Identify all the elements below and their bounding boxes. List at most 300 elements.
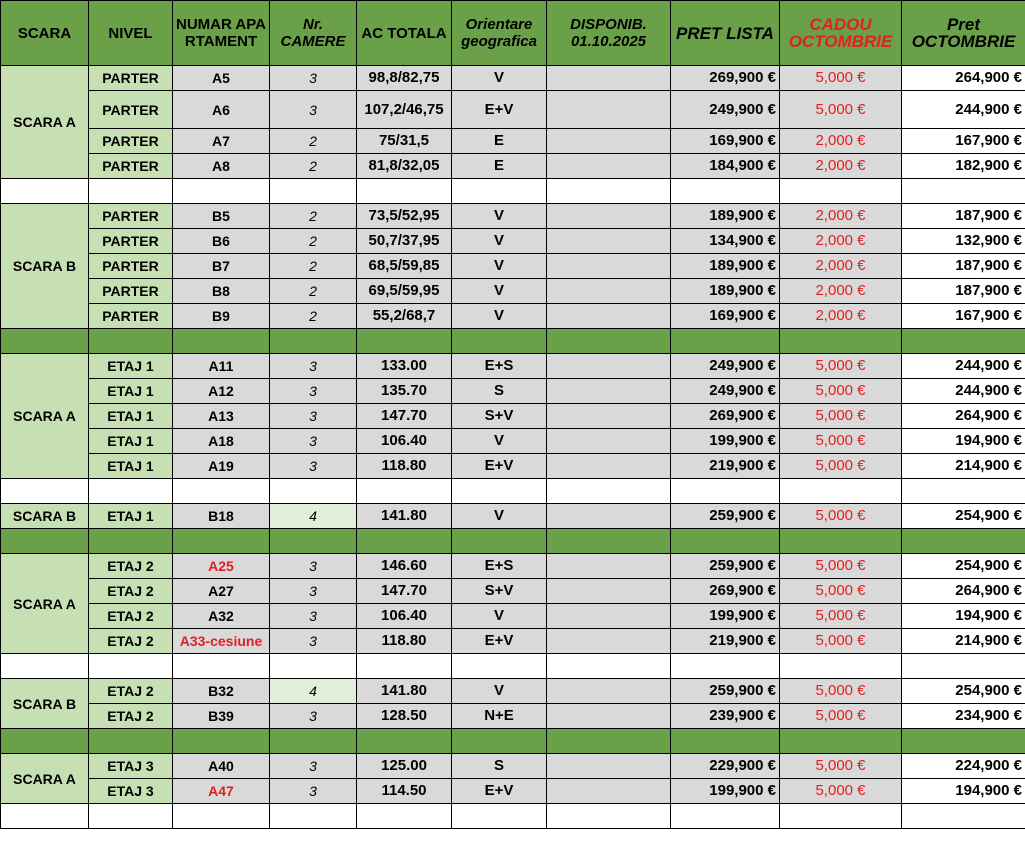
area-cell: 75/31,5 <box>357 129 452 154</box>
october-price-cell: 224,900 € <box>902 754 1025 779</box>
scara-cell: SCARA A <box>1 66 89 179</box>
table-row <box>1 579 1025 604</box>
apartment-number-cell: A12 <box>173 379 270 404</box>
list-price-cell: 239,900 € <box>671 704 780 729</box>
separator-cell <box>89 479 173 504</box>
apartment-number-cell: A6 <box>173 91 270 129</box>
orientation-cell: E <box>452 154 547 179</box>
october-price-cell: 167,900 € <box>902 129 1025 154</box>
availability-cell <box>547 91 671 129</box>
gift-cell: 2,000 € <box>780 279 902 304</box>
october-price-cell: 254,900 € <box>902 504 1025 529</box>
list-price-cell: 259,900 € <box>671 504 780 529</box>
orientation-cell: V <box>452 279 547 304</box>
area-cell: 147.70 <box>357 579 452 604</box>
october-price-cell: 187,900 € <box>902 254 1025 279</box>
availability-cell <box>547 229 671 254</box>
blank-separator-row <box>1 804 1025 829</box>
orientation-cell: V <box>452 229 547 254</box>
separator-cell <box>902 479 1025 504</box>
header-numar-apartament: NUMAR APARTAMENT <box>173 1 270 66</box>
area-cell: 146.60 <box>357 554 452 579</box>
separator-cell <box>173 479 270 504</box>
rooms-cell: 4 <box>270 504 357 529</box>
october-price-cell: 234,900 € <box>902 704 1025 729</box>
orientation-cell: E+V <box>452 91 547 129</box>
gift-cell: 5,000 € <box>780 354 902 379</box>
apartment-number-cell: A47 <box>173 779 270 804</box>
area-cell: 98,8/82,75 <box>357 66 452 91</box>
availability-cell <box>547 554 671 579</box>
gift-cell: 5,000 € <box>780 779 902 804</box>
area-cell: 50,7/37,95 <box>357 229 452 254</box>
table-row <box>1 154 1025 179</box>
gift-cell: 5,000 € <box>780 429 902 454</box>
table-row <box>1 254 1025 279</box>
gift-cell: 5,000 € <box>780 579 902 604</box>
apartment-number-cell: B8 <box>173 279 270 304</box>
list-price-cell: 199,900 € <box>671 779 780 804</box>
orientation-cell: S+V <box>452 579 547 604</box>
rooms-cell: 2 <box>270 279 357 304</box>
availability-cell <box>547 129 671 154</box>
apartment-number-cell: A33-cesiune <box>173 629 270 654</box>
separator-cell <box>173 654 270 679</box>
october-price-cell: 254,900 € <box>902 679 1025 704</box>
separator-cell <box>452 804 547 829</box>
separator-cell <box>902 179 1025 204</box>
area-cell: 55,2/68,7 <box>357 304 452 329</box>
table-row <box>1 629 1025 654</box>
table-row <box>1 504 1025 529</box>
separator-cell <box>270 329 357 354</box>
list-price-cell: 189,900 € <box>671 279 780 304</box>
october-price-cell: 167,900 € <box>902 304 1025 329</box>
separator-cell <box>173 529 270 554</box>
list-price-cell: 184,900 € <box>671 154 780 179</box>
nivel-cell: PARTER <box>89 129 173 154</box>
separator-cell <box>357 654 452 679</box>
separator-cell <box>270 654 357 679</box>
apartment-number-cell: B18 <box>173 504 270 529</box>
orientation-cell: S <box>452 379 547 404</box>
october-price-cell: 244,900 € <box>902 91 1025 129</box>
availability-cell <box>547 679 671 704</box>
separator-cell <box>671 179 780 204</box>
separator-cell <box>270 529 357 554</box>
separator-cell <box>780 654 902 679</box>
orientation-cell: V <box>452 204 547 229</box>
separator-cell <box>173 729 270 754</box>
header-pret-lista: PRET LISTA <box>671 1 780 66</box>
october-price-cell: 254,900 € <box>902 554 1025 579</box>
october-price-cell: 194,900 € <box>902 429 1025 454</box>
october-price-cell: 194,900 € <box>902 604 1025 629</box>
rooms-cell: 2 <box>270 129 357 154</box>
availability-cell <box>547 254 671 279</box>
header-ac-totala: AC TOTALA <box>357 1 452 66</box>
list-price-cell: 219,900 € <box>671 629 780 654</box>
list-price-cell: 259,900 € <box>671 554 780 579</box>
header-nivel: NIVEL <box>89 1 173 66</box>
header-row <box>1 1 1025 66</box>
nivel-cell: PARTER <box>89 154 173 179</box>
october-price-cell: 187,900 € <box>902 204 1025 229</box>
nivel-cell: ETAJ 3 <box>89 754 173 779</box>
nivel-cell: PARTER <box>89 279 173 304</box>
area-cell: 118.80 <box>357 629 452 654</box>
separator-cell <box>357 804 452 829</box>
area-cell: 147.70 <box>357 404 452 429</box>
separator-cell <box>780 329 902 354</box>
rooms-cell: 3 <box>270 779 357 804</box>
rooms-cell: 4 <box>270 679 357 704</box>
availability-cell <box>547 454 671 479</box>
october-price-cell: 214,900 € <box>902 454 1025 479</box>
rooms-cell: 2 <box>270 304 357 329</box>
availability-cell <box>547 404 671 429</box>
separator-cell <box>89 729 173 754</box>
separator-cell <box>671 729 780 754</box>
separator-cell <box>671 479 780 504</box>
table-row <box>1 204 1025 229</box>
table-row <box>1 604 1025 629</box>
orientation-cell: V <box>452 504 547 529</box>
orientation-cell: V <box>452 604 547 629</box>
gift-cell: 5,000 € <box>780 91 902 129</box>
separator-cell <box>270 804 357 829</box>
separator-cell <box>547 179 671 204</box>
separator-cell <box>357 329 452 354</box>
orientation-cell: E <box>452 129 547 154</box>
nivel-cell: PARTER <box>89 204 173 229</box>
rooms-cell: 3 <box>270 554 357 579</box>
gift-cell: 2,000 € <box>780 204 902 229</box>
nivel-cell: ETAJ 2 <box>89 679 173 704</box>
gift-cell: 5,000 € <box>780 679 902 704</box>
availability-cell <box>547 704 671 729</box>
availability-cell <box>547 604 671 629</box>
nivel-cell: PARTER <box>89 304 173 329</box>
scara-cell: SCARA B <box>1 204 89 329</box>
nivel-cell: ETAJ 1 <box>89 354 173 379</box>
area-cell: 141.80 <box>357 504 452 529</box>
separator-cell <box>780 479 902 504</box>
gift-cell: 2,000 € <box>780 229 902 254</box>
gift-cell: 5,000 € <box>780 604 902 629</box>
table-row <box>1 129 1025 154</box>
availability-cell <box>547 579 671 604</box>
october-price-cell: 194,900 € <box>902 779 1025 804</box>
availability-cell <box>547 379 671 404</box>
list-price-cell: 134,900 € <box>671 229 780 254</box>
separator-cell <box>357 179 452 204</box>
table-row <box>1 354 1025 379</box>
rooms-cell: 3 <box>270 579 357 604</box>
green-separator-row <box>1 329 1025 354</box>
separator-cell <box>780 529 902 554</box>
nivel-cell: ETAJ 1 <box>89 404 173 429</box>
green-separator-row <box>1 729 1025 754</box>
separator-cell <box>452 729 547 754</box>
list-price-cell: 199,900 € <box>671 429 780 454</box>
separator-cell <box>89 804 173 829</box>
orientation-cell: V <box>452 429 547 454</box>
orientation-cell: E+S <box>452 554 547 579</box>
separator-cell <box>452 654 547 679</box>
apartment-number-cell: B7 <box>173 254 270 279</box>
list-price-cell: 189,900 € <box>671 204 780 229</box>
rooms-cell: 3 <box>270 354 357 379</box>
list-price-cell: 199,900 € <box>671 604 780 629</box>
rooms-cell: 2 <box>270 204 357 229</box>
gift-cell: 5,000 € <box>780 504 902 529</box>
area-cell: 68,5/59,85 <box>357 254 452 279</box>
rooms-cell: 2 <box>270 254 357 279</box>
gift-cell: 2,000 € <box>780 304 902 329</box>
gift-cell: 5,000 € <box>780 66 902 91</box>
gift-cell: 2,000 € <box>780 129 902 154</box>
apartment-number-cell: B32 <box>173 679 270 704</box>
october-price-cell: 214,900 € <box>902 629 1025 654</box>
availability-cell <box>547 204 671 229</box>
orientation-cell: V <box>452 679 547 704</box>
table-row <box>1 429 1025 454</box>
scara-cell: SCARA B <box>1 679 89 729</box>
apartment-number-cell: A13 <box>173 404 270 429</box>
rooms-cell: 3 <box>270 66 357 91</box>
separator-cell <box>357 729 452 754</box>
list-price-cell: 229,900 € <box>671 754 780 779</box>
availability-cell <box>547 429 671 454</box>
separator-cell <box>547 654 671 679</box>
gift-cell: 5,000 € <box>780 554 902 579</box>
separator-cell <box>547 804 671 829</box>
rooms-cell: 3 <box>270 754 357 779</box>
list-price-cell: 269,900 € <box>671 66 780 91</box>
apartment-number-cell: B39 <box>173 704 270 729</box>
list-price-cell: 169,900 € <box>671 304 780 329</box>
scara-cell: SCARA B <box>1 504 89 529</box>
separator-cell <box>902 729 1025 754</box>
area-cell: 107,2/46,75 <box>357 91 452 129</box>
rooms-cell: 3 <box>270 704 357 729</box>
apartment-number-cell: B9 <box>173 304 270 329</box>
separator-cell <box>270 729 357 754</box>
availability-cell <box>547 754 671 779</box>
availability-cell <box>547 779 671 804</box>
nivel-cell: PARTER <box>89 254 173 279</box>
area-cell: 133.00 <box>357 354 452 379</box>
list-price-cell: 249,900 € <box>671 379 780 404</box>
separator-cell <box>1 729 89 754</box>
separator-cell <box>173 329 270 354</box>
separator-cell <box>671 654 780 679</box>
apartment-number-cell: A25 <box>173 554 270 579</box>
blank-separator-row <box>1 179 1025 204</box>
orientation-cell: S+V <box>452 404 547 429</box>
table-row <box>1 404 1025 429</box>
rooms-cell: 3 <box>270 429 357 454</box>
rooms-cell: 3 <box>270 91 357 129</box>
orientation-cell: V <box>452 254 547 279</box>
separator-cell <box>89 179 173 204</box>
separator-cell <box>173 179 270 204</box>
list-price-cell: 249,900 € <box>671 354 780 379</box>
separator-cell <box>780 179 902 204</box>
header-disponibilitate: DISPONIB. 01.10.2025 <box>547 1 671 66</box>
orientation-cell: E+V <box>452 454 547 479</box>
apartment-number-cell: A8 <box>173 154 270 179</box>
separator-cell <box>1 654 89 679</box>
rooms-cell: 3 <box>270 604 357 629</box>
availability-cell <box>547 354 671 379</box>
table-row <box>1 454 1025 479</box>
separator-cell <box>902 529 1025 554</box>
table-row <box>1 279 1025 304</box>
table-row <box>1 91 1025 129</box>
availability-cell <box>547 66 671 91</box>
list-price-cell: 249,900 € <box>671 91 780 129</box>
list-price-cell: 269,900 € <box>671 404 780 429</box>
gift-cell: 5,000 € <box>780 754 902 779</box>
area-cell: 106.40 <box>357 604 452 629</box>
separator-cell <box>173 804 270 829</box>
gift-cell: 2,000 € <box>780 254 902 279</box>
area-cell: 106.40 <box>357 429 452 454</box>
october-price-cell: 264,900 € <box>902 579 1025 604</box>
availability-cell <box>547 279 671 304</box>
table-row <box>1 66 1025 91</box>
nivel-cell: ETAJ 2 <box>89 604 173 629</box>
separator-cell <box>89 329 173 354</box>
separator-cell <box>902 804 1025 829</box>
apartment-number-cell: A18 <box>173 429 270 454</box>
header-cadou-octombrie: CADOU OCTOMBRIE <box>780 1 902 66</box>
separator-cell <box>902 329 1025 354</box>
orientation-cell: V <box>452 66 547 91</box>
gift-cell: 5,000 € <box>780 379 902 404</box>
apartment-number-cell: A5 <box>173 66 270 91</box>
nivel-cell: ETAJ 2 <box>89 704 173 729</box>
separator-cell <box>1 479 89 504</box>
apartment-number-cell: A40 <box>173 754 270 779</box>
gift-cell: 5,000 € <box>780 404 902 429</box>
nivel-cell: PARTER <box>89 229 173 254</box>
separator-cell <box>671 329 780 354</box>
header-scara: SCARA <box>1 1 89 66</box>
separator-cell <box>1 329 89 354</box>
october-price-cell: 264,900 € <box>902 66 1025 91</box>
separator-cell <box>902 654 1025 679</box>
orientation-cell: E+V <box>452 629 547 654</box>
orientation-cell: E+V <box>452 779 547 804</box>
availability-cell <box>547 629 671 654</box>
separator-cell <box>547 329 671 354</box>
table-row <box>1 229 1025 254</box>
separator-cell <box>452 179 547 204</box>
nivel-cell: PARTER <box>89 66 173 91</box>
table-row <box>1 304 1025 329</box>
table-row <box>1 554 1025 579</box>
nivel-cell: ETAJ 2 <box>89 579 173 604</box>
table-row <box>1 779 1025 804</box>
area-cell: 114.50 <box>357 779 452 804</box>
apartment-number-cell: B6 <box>173 229 270 254</box>
separator-cell <box>89 529 173 554</box>
availability-cell <box>547 154 671 179</box>
orientation-cell: E+S <box>452 354 547 379</box>
nivel-cell: ETAJ 3 <box>89 779 173 804</box>
apartment-number-cell: A11 <box>173 354 270 379</box>
green-separator-row <box>1 529 1025 554</box>
area-cell: 125.00 <box>357 754 452 779</box>
october-price-cell: 182,900 € <box>902 154 1025 179</box>
rooms-cell: 2 <box>270 154 357 179</box>
orientation-cell: N+E <box>452 704 547 729</box>
separator-cell <box>1 804 89 829</box>
gift-cell: 5,000 € <box>780 629 902 654</box>
header-orientare: Orientare geografica <box>452 1 547 66</box>
area-cell: 128.50 <box>357 704 452 729</box>
separator-cell <box>270 479 357 504</box>
apartment-number-cell: A32 <box>173 604 270 629</box>
list-price-cell: 169,900 € <box>671 129 780 154</box>
apartment-number-cell: A19 <box>173 454 270 479</box>
gift-cell: 5,000 € <box>780 704 902 729</box>
nivel-cell: ETAJ 2 <box>89 554 173 579</box>
separator-cell <box>1 179 89 204</box>
october-price-cell: 244,900 € <box>902 354 1025 379</box>
area-cell: 81,8/32,05 <box>357 154 452 179</box>
list-price-cell: 189,900 € <box>671 254 780 279</box>
orientation-cell: S <box>452 754 547 779</box>
scara-cell: SCARA A <box>1 754 89 804</box>
table-row <box>1 679 1025 704</box>
list-price-cell: 259,900 € <box>671 679 780 704</box>
separator-cell <box>547 479 671 504</box>
list-price-cell: 269,900 € <box>671 579 780 604</box>
nivel-cell: ETAJ 1 <box>89 379 173 404</box>
separator-cell <box>452 529 547 554</box>
blank-separator-row <box>1 654 1025 679</box>
scara-cell: SCARA A <box>1 554 89 654</box>
area-cell: 141.80 <box>357 679 452 704</box>
table-row <box>1 704 1025 729</box>
rooms-cell: 3 <box>270 404 357 429</box>
separator-cell <box>1 529 89 554</box>
nivel-cell: ETAJ 1 <box>89 429 173 454</box>
table-row <box>1 379 1025 404</box>
area-cell: 135.70 <box>357 379 452 404</box>
separator-cell <box>357 479 452 504</box>
nivel-cell: ETAJ 2 <box>89 629 173 654</box>
october-price-cell: 244,900 € <box>902 379 1025 404</box>
apartment-number-cell: B5 <box>173 204 270 229</box>
header-nr-camere: Nr. CAMERE <box>270 1 357 66</box>
october-price-cell: 264,900 € <box>902 404 1025 429</box>
availability-cell <box>547 504 671 529</box>
blank-separator-row <box>1 479 1025 504</box>
rooms-cell: 3 <box>270 454 357 479</box>
apartment-number-cell: A7 <box>173 129 270 154</box>
separator-cell <box>452 479 547 504</box>
rooms-cell: 3 <box>270 379 357 404</box>
orientation-cell: V <box>452 304 547 329</box>
list-price-cell: 219,900 € <box>671 454 780 479</box>
separator-cell <box>780 804 902 829</box>
area-cell: 69,5/59,95 <box>357 279 452 304</box>
